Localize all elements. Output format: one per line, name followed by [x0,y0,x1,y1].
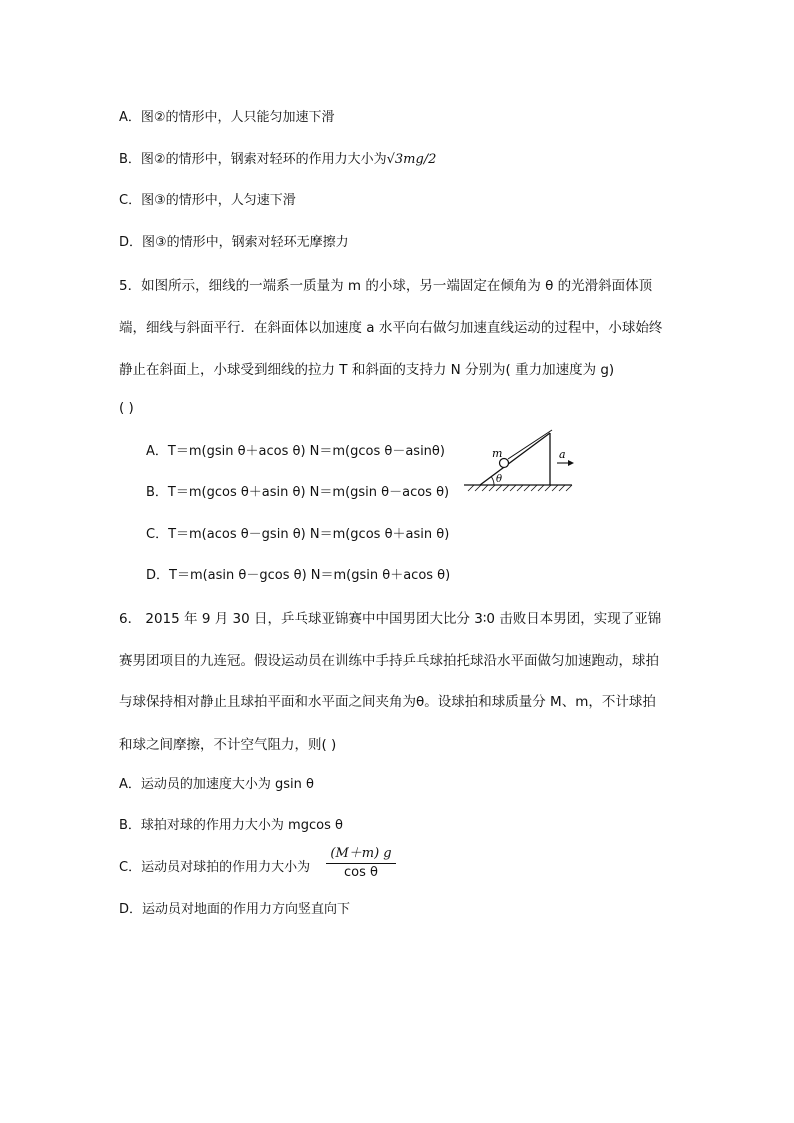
q5-option-c: C．T＝m(acos θ－gsin θ) N＝m(gcos θ＋asin θ) [146,527,450,542]
q4-option-b-text: B．图②的情形中，钢索对轻环的作用力大小为 [119,152,387,167]
q6-option-b: B．球拍对球的作用力大小为 mgcos θ [119,818,343,833]
fraction-bar [326,863,396,864]
q6-option-c-fraction [326,846,396,881]
mass-label: m [492,447,503,460]
fraction-denominator: cos θ [344,865,378,880]
q5-option-b: B．T＝m(gcos θ＋asin θ) N＝m(gsin θ－acos θ) [146,485,450,500]
q4-option-b-formula: √3mg/2 [386,152,437,167]
accel-label: a [559,448,566,461]
q6-option-d: D．运动员对地面的作用力方向竖直向下 [119,902,351,917]
ground-hatching [468,485,572,491]
angle-arc [492,477,495,485]
q4-option-d: D．图③的情形中，钢索对轻环无摩擦力 [119,235,349,250]
q5-option-d: D．T＝m(asin θ－gcos θ) N＝m(gsin θ＋acos θ) [146,568,451,583]
q4-option-b [119,150,436,170]
acceleration-arrowhead [568,460,574,466]
string [508,430,552,459]
q5-stem-line-2: 端，细线与斜面平行．在斜面体以加速度 a 水平向右做匀加速直线运动的过程中，小球始终 [119,320,663,336]
q6-option-a: A．运动员的加速度大小为 gsin θ [119,777,314,792]
fraction-numerator: (M＋m) g [330,846,392,861]
angle-label: θ [496,474,503,485]
q5-stem-line-1: 5．如图所示，细线的一端系一质量为 m 的小球，另一端固定在倾角为 θ 的光滑斜面体顶 [119,278,653,294]
q5-option-a: A．T＝m(gsin θ＋acos θ) N＝m(gcos θ－asinθ) [146,444,445,459]
q6-stem-line-2: 赛男团项目的九连冠。假设运动员在训练中手持乒乓球拍托球沿水平面做匀加速跑动，球拍 [119,653,659,669]
q5-incline-figure [460,425,580,495]
q6-stem-line-1: 6． 2015 年 9 月 30 日，乒乓球亚锦赛中中国男团大比分 3∶0 击败日本男团，实现了亚锦 [119,611,662,627]
q4-option-c: C．图③的情形中，人匀速下滑 [119,193,296,208]
q6-stem-line-3: 与球保持相对静止且球拍平面和水平面之间夹角为θ。设球拍和球质量分 M、m，不计球拍 [119,694,656,710]
q6-stem-line-4: 和球之间摩擦，不计空气阻力，则( ) [119,737,337,753]
incline-surface [480,433,550,485]
q4-option-a: A．图②的情形中，人只能匀加速下滑 [119,110,335,125]
q6-option-c-label: C．运动员对球拍的作用力大小为 [119,860,311,875]
q5-stem-line-3: 静止在斜面上，小球受到细线的拉力 T 和斜面的支持力 N 分别为( 重力加速度为 g) [119,362,615,378]
q5-answer-blank: ( ) [119,400,134,416]
